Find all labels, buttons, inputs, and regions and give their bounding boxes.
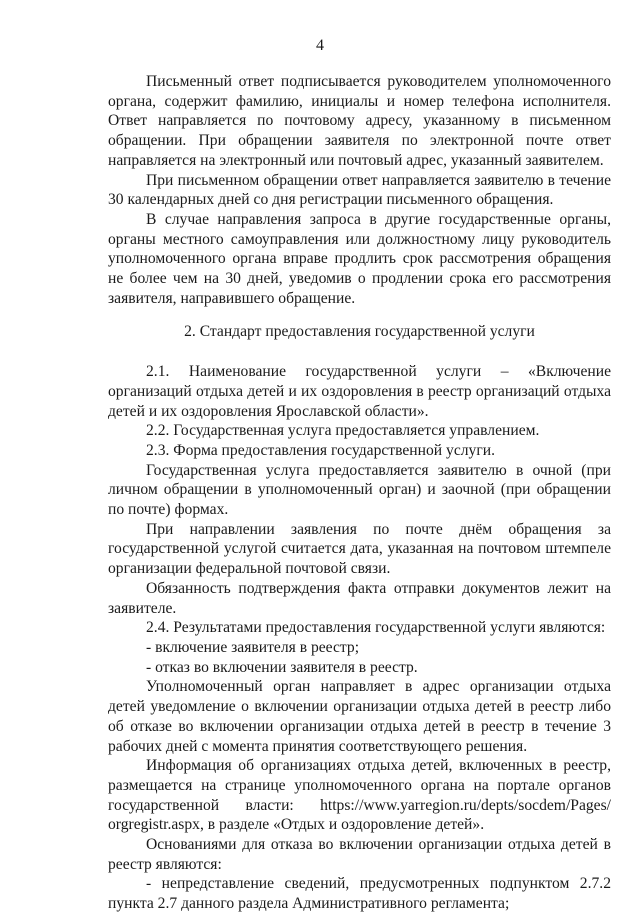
paragraph-2-2: 2.2. Государственная услуга предоставляется управлением. <box>146 422 540 440</box>
paragraph-notification: Уполномоченный орган направляет в адрес организации отдыха детей уведомление о включении организации отдыха детей в реестр либо об отказе во включении организации отдыха детей в реестр в течение 3 рабочих дней с момента принятия соответствующего решения. <box>108 678 611 755</box>
list-item-inclusion: - включение заявителя в реестр; <box>146 638 360 656</box>
paragraph-response-deadline: При письменном обращении ответ направляется заявителю в течение 30 календарных дней со дня регистрации письменного обращения. <box>108 171 611 209</box>
list-item-refusal: - отказ во включении заявителя в реестр. <box>146 658 418 676</box>
paragraph-2-4: 2.4. Результатами предоставления государственной услуги являются: <box>146 619 606 637</box>
paragraph-extension: В случае направления запроса в другие государственные органы, органы местного самоуправления или должностному лицу руководитель уполномоченного органа вправе продлить срок рассмотрения обращения не более чем на 30 дней, уведомив о продлении срока его рассмотрения заявителя, направившего обращение. <box>108 210 611 307</box>
page-number: 4 <box>316 37 324 54</box>
paragraph-registry-info: Информация об организациях отдыха детей, включенных в реестр, размещается на странице уполномоченного органа на портале органов государственной власти: https://www.yarregion.ru/depts/socdem/Pages/ orgregistr.aspx, в разделе «Отдых и оздоровление детей». <box>108 757 611 834</box>
paragraph-service-form: Государственная услуга предоставляется заявителю в очной (при личном обращении в уполномоченный орган) и заочной (при обращении по почте) формах. <box>108 461 611 519</box>
paragraph-refusal-grounds: Основаниями для отказа во включении организации отдыха детей в реестр являются: <box>108 836 611 873</box>
document-body <box>108 72 611 914</box>
paragraph-written-response: Письменный ответ подписывается руководителем уполномоченного органа, содержит фамилию, инициалы и номер телефона исполнителя. Ответ направляется по почтовому адресу, указанному в письменном обращении. При обращении заявителя по электронной почте ответ направляется на электронный или почтовый адрес, указанный заявителем. <box>108 73 611 169</box>
list-item-missing-info: - непредставление сведений, предусмотренных подпунктом 2.7.2 пункта 2.7 данного раздела Административного регламента; <box>108 875 611 913</box>
paragraph-2-3: 2.3. Форма предоставления государственной услуги. <box>146 441 495 459</box>
paragraph-proof-obligation: Обязанность подтверждения факта отправки документов лежит на заявителе. <box>108 579 611 617</box>
paragraph-postal-date: При направлении заявления по почте днём обращения за государственной услугой считается дата, указанная на почтовом штемпеле организации федеральной почтовой связи. <box>108 520 611 578</box>
section-heading: 2. Стандарт предоставления государственной услуги <box>184 323 535 341</box>
paragraph-2-1: 2.1. Наименование государственной услуги – «Включение организаций отдыха детей и их оздоровления в реестр организаций отдыха детей и их оздоровления Ярославской области». <box>108 363 611 420</box>
